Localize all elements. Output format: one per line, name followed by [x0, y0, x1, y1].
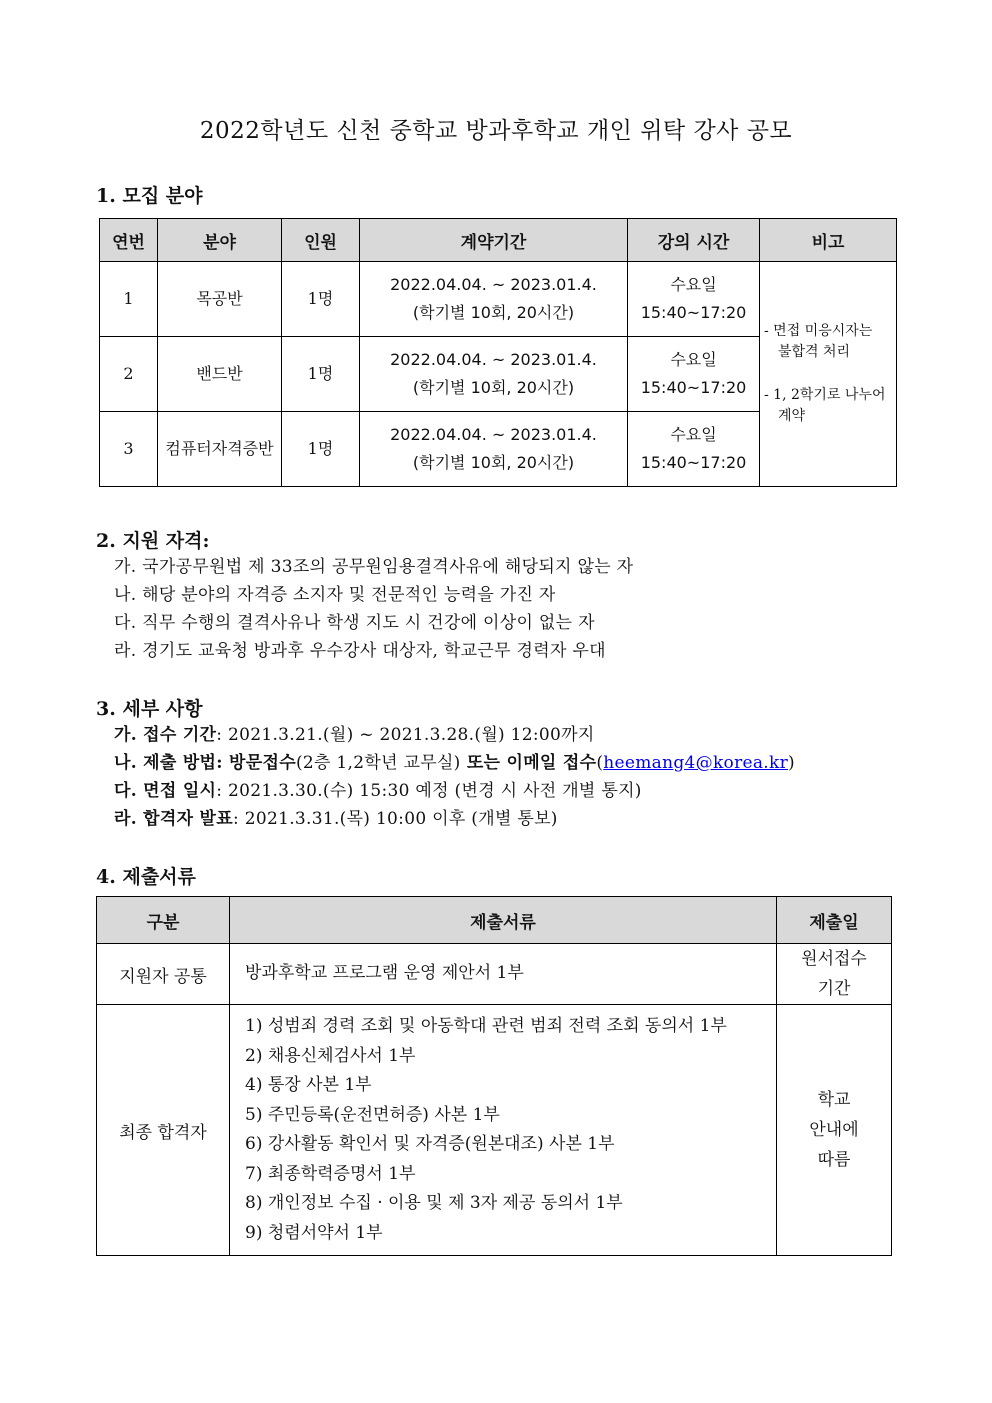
section-2-title: 지원 자격: [122, 530, 210, 552]
list-item: 라. 경기도 교육청 방과후 우수강사 대상자, 학교근무 경력자 우대 [114, 641, 606, 661]
row-field: 밴드반 [158, 337, 282, 412]
row-no: 2 [100, 337, 158, 412]
list-item: 다. 직무 수행의 결격사유나 학생 지도 시 건강에 이상이 없는 자 [114, 613, 595, 633]
final-documents [230, 1005, 777, 1256]
list-item: 9) 청렴서약서 1부 [245, 1222, 383, 1243]
table-row [97, 944, 892, 1005]
method-place: (2층 1,2학년 교무실) [295, 753, 461, 773]
list-item [114, 749, 795, 777]
list-item: 1) 성범죄 경력 조회 및 아동학대 관련 범죄 전력 조회 동의서 1부 [245, 1016, 727, 1036]
documents-table [96, 896, 892, 1256]
row-day: 수요일 [670, 275, 717, 294]
final-category: 최종 합격자 [97, 1005, 230, 1256]
section-1-heading [96, 181, 203, 208]
qualification-list [114, 553, 633, 665]
list-item: 7) 최종학력증명서 1부 [245, 1163, 416, 1184]
method-paren-close: ) [788, 753, 795, 773]
result-label: 라. 합격자 발표 [114, 809, 233, 829]
row-hours: 15:40~17:20 [640, 453, 747, 472]
header-no: 연번 [100, 219, 158, 262]
document-title: 2022학년도 신천 중학교 방과후학교 개인 위탁 강사 공모 [199, 118, 793, 144]
header-field: 분야 [158, 219, 282, 262]
note-line: - 1, 2학기로 나누어 [764, 387, 886, 403]
header-note: 비고 [760, 219, 897, 262]
row-no: 1 [100, 262, 158, 337]
table-row [100, 262, 897, 337]
row-period [360, 262, 628, 337]
row-count: 1명 [282, 262, 360, 337]
header-category: 구분 [97, 897, 230, 944]
common-due-line: 원서접수 [801, 949, 867, 969]
interview-value: : 2021.3.30.(수) 15:30 예정 (변경 시 사전 개별 통지) [216, 781, 642, 801]
method-paren-open: ( [596, 753, 604, 773]
row-period-note: (학기별 10회, 20시간) [412, 453, 575, 472]
reception-label: 가. 접수 기간 [114, 725, 217, 745]
header-documents: 제출서류 [230, 897, 777, 944]
recruit-table-header-row [100, 219, 897, 262]
common-due-line: 기간 [817, 979, 851, 999]
result-value: : 2021.3.31.(목) 10:00 이후 (개별 통보) [233, 809, 558, 829]
documents-table-header-row [97, 897, 892, 944]
final-due [777, 1005, 892, 1256]
row-hours: 15:40~17:20 [640, 378, 747, 397]
recruit-table [99, 218, 897, 487]
recruit-notes [760, 262, 897, 487]
header-due: 제출일 [777, 897, 892, 944]
note-line: 불합격 처리 [778, 344, 851, 360]
note-line: - 면접 미응시자는 [764, 323, 873, 339]
row-period [360, 337, 628, 412]
section-3-heading [96, 694, 203, 721]
list-item [114, 721, 795, 749]
final-due-line: 학교 [817, 1090, 851, 1110]
list-item: 4) 통장 사본 1부 [245, 1075, 372, 1095]
list-item: 6) 강사활동 확인서 및 자격증(원본대조) 사본 1부 [245, 1134, 615, 1154]
section-2-number: 2. [96, 530, 116, 552]
section-3-number: 3. [96, 698, 116, 720]
row-period [360, 412, 628, 487]
row-day: 수요일 [670, 350, 717, 369]
final-due-line: 따름 [817, 1150, 851, 1170]
row-period-dates: 2022.04.04. ~ 2023.01.4. [390, 425, 597, 444]
list-item [114, 805, 795, 833]
common-category: 지원자 공통 [97, 944, 230, 1005]
details-list [114, 721, 795, 833]
common-document [230, 944, 777, 1005]
row-period-note: (학기별 10회, 20시간) [412, 303, 575, 322]
common-due [777, 944, 892, 1005]
row-field: 컴퓨터자격증반 [158, 412, 282, 487]
note-line: 계약 [778, 408, 806, 424]
list-item: 2) 채용신체검사서 1부 [245, 1045, 416, 1066]
row-count: 1명 [282, 337, 360, 412]
list-item: 5) 주민등록(운전면허증) 사본 1부 [245, 1104, 500, 1125]
row-time [628, 412, 760, 487]
section-1-title: 모집 분야 [122, 185, 203, 207]
email-link[interactable]: heemang4@korea.kr [603, 753, 789, 773]
row-time [628, 262, 760, 337]
row-time [628, 337, 760, 412]
section-4-title: 제출서류 [122, 866, 196, 888]
final-due-line: 안내에 [809, 1120, 859, 1140]
row-period-note: (학기별 10회, 20시간) [412, 378, 575, 397]
method-or: 또는 이메일 접수 [460, 753, 597, 773]
section-4-heading [96, 862, 196, 889]
section-3-title: 세부 사항 [122, 698, 203, 720]
method-label: 나. 제출 방법: 방문접수 [114, 753, 296, 773]
row-field: 목공반 [158, 262, 282, 337]
reception-value: : 2021.3.21.(월) ~ 2021.3.28.(월) 12:00까지 [216, 725, 595, 745]
row-period-dates: 2022.04.04. ~ 2023.01.4. [390, 275, 597, 294]
row-no: 3 [100, 412, 158, 487]
list-item [114, 777, 795, 805]
list-item: 가. 국가공무원법 제 33조의 공무원임용결격사유에 해당되지 않는 자 [114, 557, 634, 577]
header-time: 강의 시간 [628, 219, 760, 262]
header-period: 계약기간 [360, 219, 628, 262]
row-count: 1명 [282, 412, 360, 487]
table-row [97, 1005, 892, 1256]
list-item: 8) 개인정보 수집 · 이용 및 제 3자 제공 동의서 1부 [245, 1193, 623, 1213]
header-count: 인원 [282, 219, 360, 262]
row-hours: 15:40~17:20 [640, 303, 747, 322]
list-item: 방과후학교 프로그램 운영 제안서 1부 [245, 963, 524, 984]
section-1-number: 1. [96, 185, 116, 207]
section-2-heading [96, 526, 210, 553]
row-period-dates: 2022.04.04. ~ 2023.01.4. [390, 350, 597, 369]
interview-label: 다. 면접 일시 [114, 781, 217, 801]
row-day: 수요일 [670, 425, 717, 444]
section-4-number: 4. [96, 866, 116, 888]
list-item: 나. 해당 분야의 자격증 소지자 및 전문적인 능력을 가진 자 [114, 585, 556, 605]
